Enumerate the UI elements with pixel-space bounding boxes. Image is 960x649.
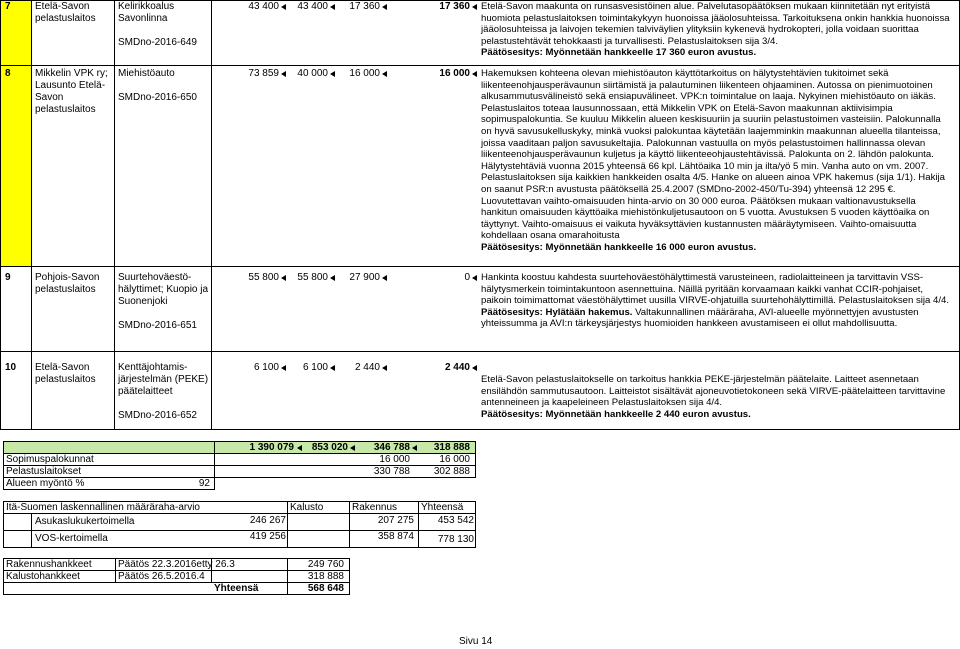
decision-value: 249 760: [307, 559, 344, 570]
summary-label: Sopimuspalokunnat: [6, 454, 94, 465]
project-name: hälyttimet; Kuopio ja: [118, 284, 209, 295]
project-name: Miehistöauto: [118, 68, 175, 79]
decision-date: Päätös 26.5.2016.4: [118, 571, 205, 582]
decision-date: Päätös 22.3.2016etty 26.3: [118, 559, 235, 570]
description-text: Etelä-Savon maakunta on runsasvesistöinen alue. Palvelutasopäätöksen mukaan kiinnitetään nyt erityistä huomiota pelastuslaitoksen toimintakykyyn huonoissa jääolosuhteissa. Tarkoituksena onkin hankkia huonoissa jääolosuhteissa ja laivojen tekemien talviväylien ylityksiin kykenevä hydrokopteri, jolla voidaan suorittaa pelastustehtävät tehokkaasti ja turvallisesti. Pelastuslaitoksen sija 3/4.: [481, 1, 950, 47]
amount-eligible: 40 000: [297, 68, 328, 79]
page-number: Sivu 14: [459, 636, 493, 647]
caret-marker-icon: [472, 275, 477, 281]
caret-marker-icon: [382, 71, 387, 77]
applicant-name: pelastuslaitos: [35, 374, 96, 385]
amount-applied: 73 859: [248, 68, 279, 79]
amount-proposed: 17 360: [349, 1, 380, 12]
estimate-value: 778 130: [437, 534, 474, 545]
caret-marker-icon: [472, 4, 477, 10]
amount-proposed: 16 000: [349, 68, 380, 79]
project-name: Kelirikkoalus: [118, 1, 175, 12]
applicant-name: Mikkelin VPK ry;: [35, 68, 108, 79]
decision-value: 318 888: [307, 571, 344, 582]
estimate-row-label: VOS-kertoimella: [35, 533, 108, 544]
estimate-value: 419 256: [249, 531, 286, 542]
summary-value: 92: [198, 478, 210, 489]
description-text: Hankinta koostuu kahdesta suurtehoväestöhälyttimestä varusteineen, radiolaitteineen ja tarvittavin VSS-hälytysmerkein toimintakuntoon asennettuina. Näillä pyritään korvaamaan kaikki vanhat CCIR-pohjaiset, paikoin toimimattomat väestöhälyttimet uusilla VIRVE-ohjatuilla suurtehohälyttimillä. Pelastuslaitoksen sija 4/4.: [481, 272, 950, 307]
amount-applied: 6 100: [253, 362, 279, 373]
amount-granted: 16 000: [439, 68, 470, 79]
amount-eligible: 43 400: [297, 1, 328, 12]
decision-proposal: Päätösesitys: Hylätään hakemus.: [481, 306, 633, 318]
row-description: [481, 272, 953, 330]
applicant-name: Lausunto Etelä-: [35, 80, 106, 91]
amount-eligible: 6 100: [302, 362, 328, 373]
number-column-highlight: [0, 0, 31, 266]
row-number: 10: [5, 362, 17, 373]
caret-marker-icon: [382, 365, 387, 371]
total-proposed: 346 788: [373, 442, 410, 453]
row-description: [481, 68, 953, 254]
decision-label: Kalustohankkeet: [6, 571, 80, 582]
project-reference: SMDno-2016-649: [118, 37, 197, 48]
project-name: Suonenjoki: [118, 296, 168, 307]
estimate-value: 246 267: [249, 515, 286, 526]
project-name: Savonlinna: [118, 13, 168, 24]
column-header: Rakennus: [352, 502, 398, 513]
decision-total-label: Yhteensä: [214, 583, 259, 594]
description-text: Valtakunnallinen määräraha, AVI-alueelle myönnettyjen avustusten yhteissumma ja AVI:n tärkeysjärjestys huomioiden hankkeen avustamiseen ei ollut mahdollisuutta.: [481, 306, 919, 330]
description-text: Etelä-Savon pelastuslaitokselle on tarkoitus hankkia PEKE-järjestelmän päätelaite. Laitteet asennetaan ensilähdön sammutusautoon. Laitteistot sisältävät ajoneuvotietokoneen sekä VIRVE-päätelaitteen tarvittavine antenneineen ja kaapeleineen Pelastuslaitoksen sija 4/4.: [481, 374, 946, 409]
project-name: Kenttäjohtamis-: [118, 362, 188, 373]
decision-total-value: 568 648: [307, 583, 344, 594]
project-name: järjestelmän (PEKE): [118, 374, 209, 385]
total-eligible: 853 020: [311, 442, 348, 453]
amount-proposed: 27 900: [349, 272, 380, 283]
project-reference: SMDno-2016-650: [118, 92, 197, 103]
decision-proposal: Päätösesitys: Myönnetään hankkeelle 2 440 euron avustus.: [481, 408, 751, 420]
applicant-name: pelastuslaitos: [35, 13, 96, 24]
applicant-name: Etelä-Savon: [35, 1, 90, 12]
column-header: Yhteensä: [421, 502, 464, 513]
project-reference: SMDno-2016-652: [118, 410, 197, 421]
decision-proposal: Päätösesitys: Myönnetään hankkeelle 17 360 euron avustus.: [481, 47, 757, 59]
amount-granted: 2 440: [444, 362, 470, 373]
project-name: Suurtehoväestö-: [118, 272, 192, 283]
row-number: 9: [5, 272, 11, 283]
caret-marker-icon: [472, 71, 477, 77]
applicant-name: pelastuslaitos: [35, 284, 96, 295]
description-text: Hakemuksen kohteena olevan miehistöauton käyttötarkoitus on hälytystehtävien tukitoimet sekä liikenteenohjausperävaunun siirtämistä ja palautuminen liikenteen ohjaaminen. Autossa on pienimuotoinen alkusammutusvälineistö sekä ensiapuvälineet. VPK:n toimintalue on laaja. Nykyinen miehistöauto on iäkäs. Pelastuslaitos toteaa lausunnossaan, että Mikkelin VPK on Etelä-Savon maakunnan aktiivisimpia sopimuspalokuntia. Se kuuluu Mikkelin alueen keskisuuriin ja suuriin pelastustoimen vasteisiin. Palokunnalla on hyvä savusukelluskyky, minkä vuoksi palokuntaa käytetään laajemminkin maakunnan alueella tilanteissa, joissa vaaditaan paljon savusukeltajia. Palokunnan vastuulla on myös pelastustoimen hallinnassa olevan liikenteenohjausperävaunun kuljetus ja käyttö liikenteeohjaustehtävissä. Palokunta on 2. lähdön palokunta. Hälytystehtäviä vuonna 2015 yhteensä 66 kpl. Lähtöaika 10 min ja ilta/yö 5 min. Vanha auto on vm. 2007. Pelastuslaitoksen sija kaikkien hankkeiden osalta 4/5. Hanke on alueen ainoa VPK hakemus (sija 1/1). Hakija on saanut PSR:n avustusta päätöksellä 25.4.2007 (SMDno-2002-450/Tu-394) yhteensä 12 295 €. Luovutettavan vaihto-omaisuuden hinta-arvio on 30 000 euroa. Päätöksen mukaan valtionavustuksella hankitun omaisuuden käyttöaika miehistönkuljetusautoon on 5 vuotta. Avustuksen 5 vuoden käyttöaika on täyttynyt. Vaihto-omaisuus ei vaikuta hyväksyttävien kustannusten määräytymiseen. Vaihto-omaisuutta kohdellaan osana omarahoitusta: [481, 68, 945, 242]
caret-marker-icon: [472, 365, 477, 371]
summary-value: 16 000: [379, 454, 410, 465]
row-number: 8: [5, 68, 11, 79]
applicant-name: Pohjois-Savon: [35, 272, 100, 283]
applicant-name: Etelä-Savon: [35, 362, 90, 373]
row-description: [481, 1, 953, 59]
amount-applied: 55 800: [248, 272, 279, 283]
estimate-header-label: Itä-Suomen laskennallinen määräraha-arvio: [6, 502, 200, 513]
total-applied: 1 390 079: [249, 442, 294, 453]
summary-value: 330 788: [373, 466, 410, 477]
project-name: päätelaitteet: [118, 386, 173, 397]
estimate-value: 453 542: [437, 515, 474, 526]
amount-applied: 43 400: [248, 1, 279, 12]
amount-proposed: 2 440: [354, 362, 380, 373]
estimate-value: 358 874: [377, 531, 414, 542]
decision-proposal: Päätösesitys: Myönnetään hankkeelle 16 000 euron avustus.: [481, 241, 757, 253]
caret-marker-icon: [382, 275, 387, 281]
project-reference: SMDno-2016-651: [118, 320, 197, 331]
amount-granted: 0: [464, 272, 470, 283]
summary-label: Pelastuslaitokset: [6, 466, 82, 477]
row-description: [481, 374, 953, 420]
caret-marker-icon: [382, 4, 387, 10]
decision-label: Rakennushankkeet: [6, 559, 92, 570]
column-header: Kalusto: [290, 502, 324, 513]
estimate-row-label: Asukaslukukertoimella: [35, 516, 135, 527]
applicant-name: Savon: [35, 92, 64, 103]
estimate-value: 207 275: [377, 515, 414, 526]
amount-eligible: 55 800: [297, 272, 328, 283]
row-number: 7: [5, 1, 11, 12]
summary-value: 16 000: [439, 454, 470, 465]
applicant-name: pelastuslaitos: [35, 104, 96, 115]
total-granted: 318 888: [433, 442, 470, 453]
summary-label: Alueen myöntö %: [6, 478, 85, 489]
amount-granted: 17 360: [439, 1, 470, 12]
summary-value: 302 888: [433, 466, 470, 477]
